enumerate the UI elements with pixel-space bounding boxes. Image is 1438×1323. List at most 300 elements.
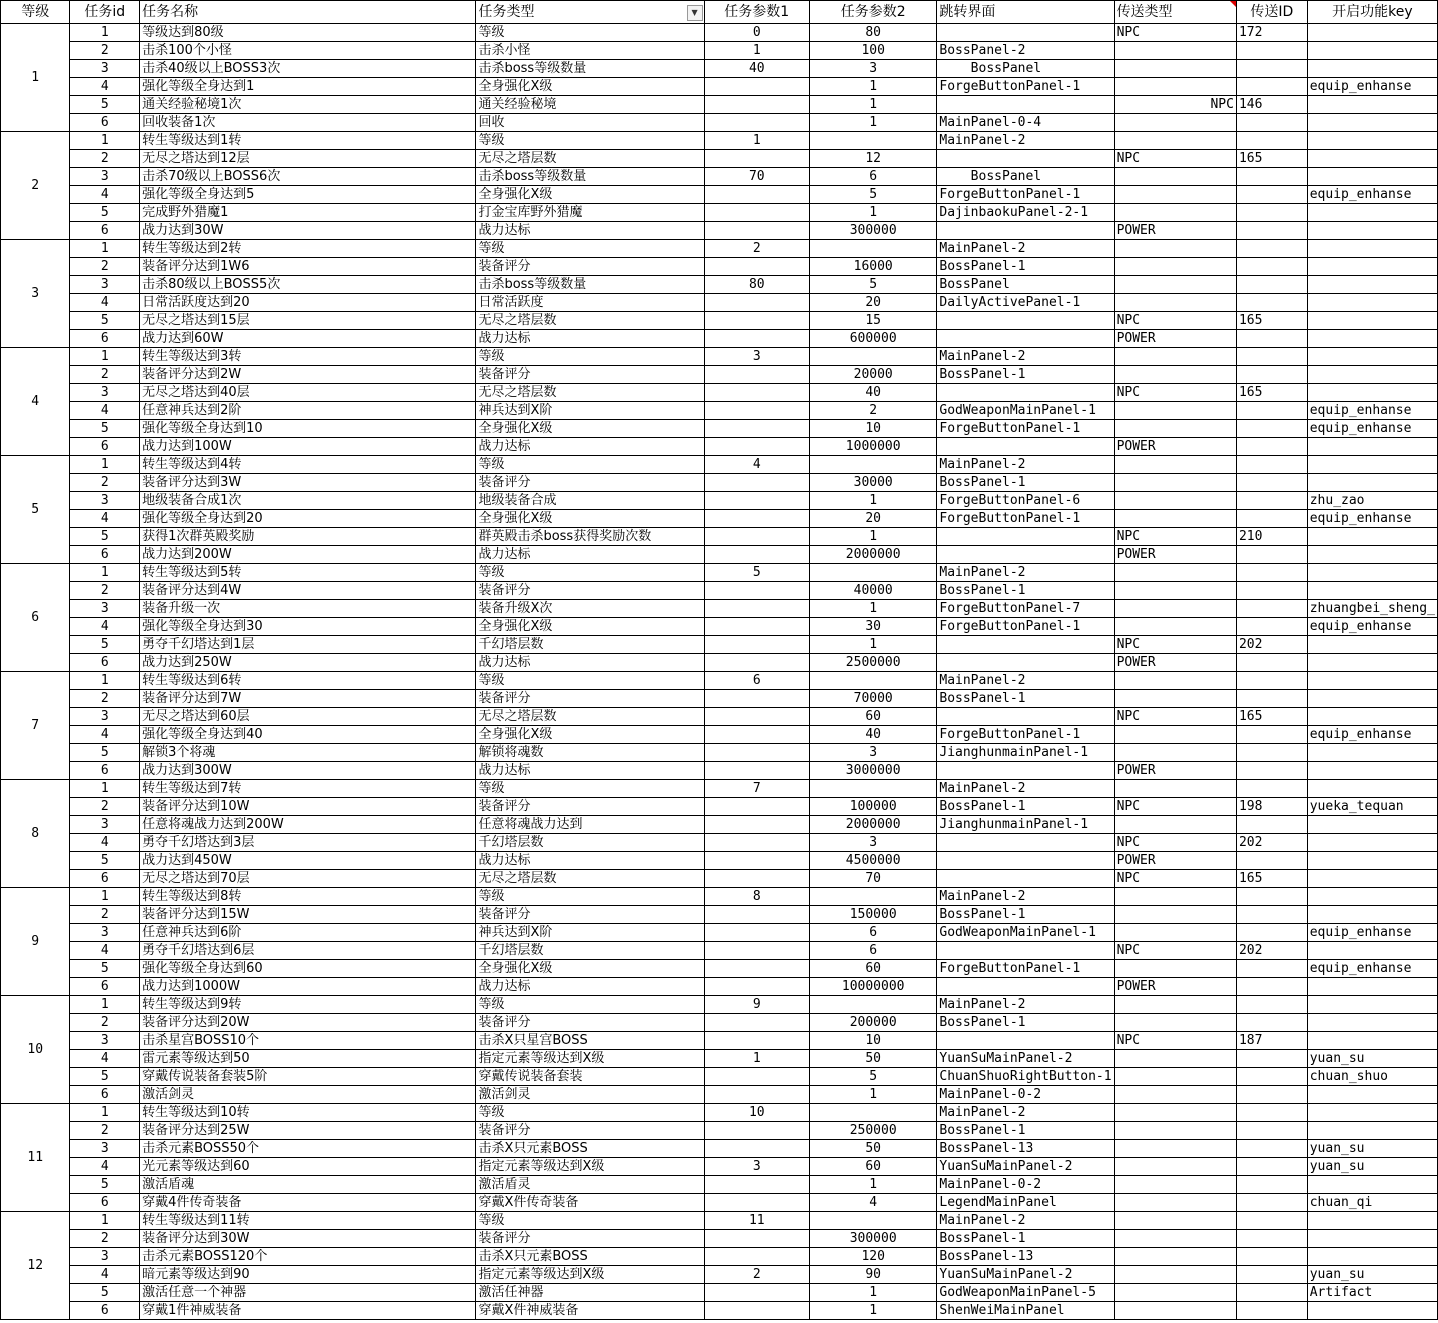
teleport-id-cell[interactable] (1236, 276, 1307, 294)
teleport-type-cell[interactable] (1114, 1068, 1236, 1086)
feature-key-cell[interactable] (1307, 816, 1437, 834)
feature-key-cell[interactable]: yuan_su (1307, 1266, 1437, 1284)
param2-cell[interactable] (810, 996, 937, 1014)
feature-key-cell[interactable] (1307, 456, 1437, 474)
task-name-cell[interactable]: 转生等级达到3转 (140, 348, 476, 366)
param2-cell[interactable]: 12 (810, 150, 937, 168)
task-type-cell[interactable]: 等级 (476, 1212, 704, 1230)
task-name-cell[interactable]: 击杀70级以上BOSS6次 (140, 168, 476, 186)
param1-cell[interactable] (704, 744, 810, 762)
task-type-cell[interactable]: 等级 (476, 564, 704, 582)
param1-cell[interactable] (704, 1140, 810, 1158)
task-type-cell[interactable]: 地级装备合成 (476, 492, 704, 510)
jump-panel-cell[interactable] (937, 636, 1114, 654)
feature-key-cell[interactable] (1307, 150, 1437, 168)
feature-key-cell[interactable]: equip_enhanse (1307, 186, 1437, 204)
feature-key-cell[interactable] (1307, 690, 1437, 708)
header-task-id[interactable]: 任务id (70, 1, 140, 24)
teleport-type-cell[interactable] (1114, 906, 1236, 924)
param1-cell[interactable] (704, 834, 810, 852)
task-name-cell[interactable]: 无尽之塔达到12层 (140, 150, 476, 168)
param2-cell[interactable]: 5 (810, 1068, 937, 1086)
task-type-cell[interactable]: 战力达标 (476, 222, 704, 240)
jump-panel-cell[interactable]: BossPanel-1 (937, 906, 1114, 924)
task-id-cell[interactable]: 5 (70, 96, 140, 114)
task-id-cell[interactable]: 4 (70, 942, 140, 960)
param1-cell[interactable] (704, 528, 810, 546)
task-name-cell[interactable]: 任意神兵达到2阶 (140, 402, 476, 420)
param2-cell[interactable]: 60 (810, 960, 937, 978)
task-id-cell[interactable]: 1 (70, 132, 140, 150)
task-id-cell[interactable]: 1 (70, 348, 140, 366)
teleport-type-cell[interactable]: NPC (1114, 834, 1236, 852)
teleport-type-cell[interactable] (1114, 420, 1236, 438)
task-name-cell[interactable]: 转生等级达到9转 (140, 996, 476, 1014)
feature-key-cell[interactable] (1307, 276, 1437, 294)
jump-panel-cell[interactable]: BossPanel-1 (937, 258, 1114, 276)
teleport-id-cell[interactable] (1236, 438, 1307, 456)
param2-cell[interactable]: 50 (810, 1140, 937, 1158)
task-name-cell[interactable]: 转生等级达到5转 (140, 564, 476, 582)
param2-cell[interactable]: 3 (810, 60, 937, 78)
task-name-cell[interactable]: 激活盾魂 (140, 1176, 476, 1194)
teleport-type-cell[interactable]: POWER (1114, 330, 1236, 348)
jump-panel-cell[interactable] (937, 942, 1114, 960)
teleport-type-cell[interactable] (1114, 1176, 1236, 1194)
level-cell[interactable]: 9 (1, 888, 70, 996)
task-type-cell[interactable]: 全身强化X级 (476, 78, 704, 96)
param1-cell[interactable]: 2 (704, 240, 810, 258)
task-type-cell[interactable]: 打金宝库野外猎魔 (476, 204, 704, 222)
task-id-cell[interactable]: 6 (70, 870, 140, 888)
teleport-type-cell[interactable] (1114, 366, 1236, 384)
task-type-cell[interactable]: 穿戴X件传奇装备 (476, 1194, 704, 1212)
teleport-id-cell[interactable] (1236, 906, 1307, 924)
feature-key-cell[interactable] (1307, 1302, 1437, 1320)
param1-cell[interactable] (704, 690, 810, 708)
header-teleport-type[interactable] (1114, 1, 1236, 24)
teleport-type-cell[interactable] (1114, 690, 1236, 708)
task-type-cell[interactable]: 千幻塔层数 (476, 942, 704, 960)
teleport-id-cell[interactable]: 210 (1236, 528, 1307, 546)
task-type-cell[interactable]: 全身强化X级 (476, 618, 704, 636)
feature-key-cell[interactable] (1307, 132, 1437, 150)
jump-panel-cell[interactable]: DailyActivePanel-1 (937, 294, 1114, 312)
teleport-type-cell[interactable] (1114, 1014, 1236, 1032)
param2-cell[interactable] (810, 1104, 937, 1122)
feature-key-cell[interactable] (1307, 168, 1437, 186)
task-type-cell[interactable]: 击杀X只元素BOSS (476, 1248, 704, 1266)
task-type-cell[interactable]: 全身强化X级 (476, 726, 704, 744)
param2-cell[interactable]: 40000 (810, 582, 937, 600)
param2-cell[interactable]: 1 (810, 114, 937, 132)
jump-panel-cell[interactable]: BossPanel-2 (937, 42, 1114, 60)
feature-key-cell[interactable] (1307, 564, 1437, 582)
task-name-cell[interactable]: 强化等级全身达到30 (140, 618, 476, 636)
teleport-type-cell[interactable] (1114, 402, 1236, 420)
param1-cell[interactable] (704, 1068, 810, 1086)
task-name-cell[interactable]: 战力达到300W (140, 762, 476, 780)
task-name-cell[interactable]: 转生等级达到1转 (140, 132, 476, 150)
feature-key-cell[interactable]: equip_enhanse (1307, 78, 1437, 96)
feature-key-cell[interactable] (1307, 330, 1437, 348)
feature-key-cell[interactable] (1307, 1086, 1437, 1104)
task-type-cell[interactable]: 指定元素等级达到X级 (476, 1266, 704, 1284)
param1-cell[interactable] (704, 150, 810, 168)
task-type-cell[interactable]: 击杀X只星宫BOSS (476, 1032, 704, 1050)
feature-key-cell[interactable] (1307, 582, 1437, 600)
jump-panel-cell[interactable]: MainPanel-2 (937, 888, 1114, 906)
param2-cell[interactable]: 10000000 (810, 978, 937, 996)
task-id-cell[interactable]: 3 (70, 168, 140, 186)
task-id-cell[interactable]: 1 (70, 240, 140, 258)
param1-cell[interactable]: 11 (704, 1212, 810, 1230)
task-id-cell[interactable]: 6 (70, 438, 140, 456)
teleport-id-cell[interactable] (1236, 60, 1307, 78)
param1-cell[interactable] (704, 960, 810, 978)
param2-cell[interactable]: 100000 (810, 798, 937, 816)
param1-cell[interactable] (704, 870, 810, 888)
jump-panel-cell[interactable]: ForgeButtonPanel-1 (937, 420, 1114, 438)
task-id-cell[interactable]: 3 (70, 276, 140, 294)
feature-key-cell[interactable]: equip_enhanse (1307, 420, 1437, 438)
param1-cell[interactable] (704, 618, 810, 636)
param1-cell[interactable] (704, 384, 810, 402)
task-id-cell[interactable]: 4 (70, 186, 140, 204)
task-name-cell[interactable]: 勇夺千幻塔达到1层 (140, 636, 476, 654)
param1-cell[interactable] (704, 312, 810, 330)
param1-cell[interactable] (704, 762, 810, 780)
task-id-cell[interactable]: 4 (70, 618, 140, 636)
teleport-type-cell[interactable] (1114, 1212, 1236, 1230)
param1-cell[interactable] (704, 1176, 810, 1194)
teleport-type-cell[interactable]: NPC (1114, 870, 1236, 888)
feature-key-cell[interactable] (1307, 240, 1437, 258)
jump-panel-cell[interactable]: ForgeButtonPanel-1 (937, 78, 1114, 96)
teleport-type-cell[interactable] (1114, 204, 1236, 222)
jump-panel-cell[interactable] (937, 834, 1114, 852)
jump-panel-cell[interactable]: BossPanel-13 (937, 1140, 1114, 1158)
task-type-cell[interactable]: 指定元素等级达到X级 (476, 1158, 704, 1176)
task-type-cell[interactable]: 击杀小怪 (476, 42, 704, 60)
teleport-id-cell[interactable]: 172 (1236, 24, 1307, 42)
feature-key-cell[interactable] (1307, 942, 1437, 960)
jump-panel-cell[interactable]: MainPanel-2 (937, 348, 1114, 366)
header-param1[interactable]: 任务参数1 (704, 1, 810, 24)
param2-cell[interactable]: 1 (810, 528, 937, 546)
task-type-cell[interactable]: 装备评分 (476, 906, 704, 924)
param1-cell[interactable] (704, 582, 810, 600)
param1-cell[interactable] (704, 1302, 810, 1320)
task-id-cell[interactable]: 5 (70, 1176, 140, 1194)
teleport-id-cell[interactable] (1236, 582, 1307, 600)
feature-key-cell[interactable] (1307, 996, 1437, 1014)
task-type-cell[interactable]: 等级 (476, 456, 704, 474)
task-name-cell[interactable]: 激活剑灵 (140, 1086, 476, 1104)
task-id-cell[interactable]: 6 (70, 546, 140, 564)
jump-panel-cell[interactable]: BossPanel (937, 60, 1114, 78)
param2-cell[interactable]: 40 (810, 726, 937, 744)
teleport-type-cell[interactable] (1114, 168, 1236, 186)
teleport-type-cell[interactable] (1114, 1050, 1236, 1068)
teleport-id-cell[interactable] (1236, 1122, 1307, 1140)
jump-panel-cell[interactable]: MainPanel-0-2 (937, 1086, 1114, 1104)
level-cell[interactable]: 12 (1, 1212, 70, 1320)
param2-cell[interactable] (810, 888, 937, 906)
task-id-cell[interactable]: 2 (70, 1122, 140, 1140)
task-id-cell[interactable]: 3 (70, 816, 140, 834)
teleport-id-cell[interactable] (1236, 186, 1307, 204)
teleport-type-cell[interactable] (1114, 60, 1236, 78)
task-type-cell[interactable]: 日常活跃度 (476, 294, 704, 312)
teleport-id-cell[interactable] (1236, 1230, 1307, 1248)
param1-cell[interactable] (704, 798, 810, 816)
jump-panel-cell[interactable]: MainPanel-2 (937, 1104, 1114, 1122)
teleport-id-cell[interactable] (1236, 474, 1307, 492)
task-name-cell[interactable]: 装备评分达到25W (140, 1122, 476, 1140)
feature-key-cell[interactable] (1307, 780, 1437, 798)
teleport-type-cell[interactable] (1114, 1158, 1236, 1176)
task-name-cell[interactable]: 暗元素等级达到90 (140, 1266, 476, 1284)
task-type-cell[interactable]: 等级 (476, 132, 704, 150)
jump-panel-cell[interactable]: ChuanShuoRightButton-1 (937, 1068, 1114, 1086)
param2-cell[interactable]: 150000 (810, 906, 937, 924)
feature-key-cell[interactable] (1307, 852, 1437, 870)
task-id-cell[interactable]: 2 (70, 42, 140, 60)
task-id-cell[interactable]: 5 (70, 636, 140, 654)
teleport-id-cell[interactable] (1236, 492, 1307, 510)
teleport-id-cell[interactable] (1236, 1302, 1307, 1320)
task-id-cell[interactable]: 4 (70, 1050, 140, 1068)
teleport-type-cell[interactable]: NPC (1114, 384, 1236, 402)
task-name-cell[interactable]: 雷元素等级达到50 (140, 1050, 476, 1068)
teleport-id-cell[interactable] (1236, 654, 1307, 672)
task-name-cell[interactable]: 日常活跃度达到20 (140, 294, 476, 312)
teleport-id-cell[interactable] (1236, 114, 1307, 132)
feature-key-cell[interactable] (1307, 870, 1437, 888)
teleport-type-cell[interactable]: NPC (1114, 708, 1236, 726)
feature-key-cell[interactable] (1307, 24, 1437, 42)
task-id-cell[interactable]: 6 (70, 330, 140, 348)
param2-cell[interactable]: 100 (810, 42, 937, 60)
param1-cell[interactable] (704, 708, 810, 726)
teleport-type-cell[interactable] (1114, 1302, 1236, 1320)
teleport-type-cell[interactable] (1114, 1266, 1236, 1284)
param1-cell[interactable] (704, 1284, 810, 1302)
task-name-cell[interactable]: 无尽之塔达到60层 (140, 708, 476, 726)
param2-cell[interactable] (810, 456, 937, 474)
teleport-type-cell[interactable]: POWER (1114, 222, 1236, 240)
jump-panel-cell[interactable]: ForgeButtonPanel-7 (937, 600, 1114, 618)
task-id-cell[interactable]: 5 (70, 420, 140, 438)
jump-panel-cell[interactable]: MainPanel-0-4 (937, 114, 1114, 132)
task-type-cell[interactable]: 穿戴X件神威装备 (476, 1302, 704, 1320)
feature-key-cell[interactable]: equip_enhanse (1307, 618, 1437, 636)
feature-key-cell[interactable]: equip_enhanse (1307, 510, 1437, 528)
jump-panel-cell[interactable] (937, 24, 1114, 42)
jump-panel-cell[interactable] (937, 150, 1114, 168)
teleport-type-cell[interactable] (1114, 348, 1236, 366)
task-id-cell[interactable]: 1 (70, 996, 140, 1014)
feature-key-cell[interactable]: equip_enhanse (1307, 726, 1437, 744)
param2-cell[interactable]: 20 (810, 294, 937, 312)
param1-cell[interactable]: 40 (704, 60, 810, 78)
teleport-type-cell[interactable] (1114, 888, 1236, 906)
feature-key-cell[interactable] (1307, 528, 1437, 546)
teleport-type-cell[interactable] (1114, 996, 1236, 1014)
teleport-id-cell[interactable] (1236, 204, 1307, 222)
teleport-type-cell[interactable]: POWER (1114, 852, 1236, 870)
param1-cell[interactable] (704, 1014, 810, 1032)
task-name-cell[interactable]: 无尽之塔达到70层 (140, 870, 476, 888)
param2-cell[interactable] (810, 672, 937, 690)
teleport-type-cell[interactable] (1114, 1122, 1236, 1140)
teleport-type-cell[interactable] (1114, 582, 1236, 600)
task-name-cell[interactable]: 战力达到1000W (140, 978, 476, 996)
param1-cell[interactable]: 2 (704, 1266, 810, 1284)
param2-cell[interactable] (810, 1212, 937, 1230)
task-type-cell[interactable]: 无尽之塔层数 (476, 708, 704, 726)
teleport-type-cell[interactable] (1114, 960, 1236, 978)
param1-cell[interactable] (704, 924, 810, 942)
teleport-type-cell[interactable] (1114, 1284, 1236, 1302)
task-id-cell[interactable]: 3 (70, 924, 140, 942)
teleport-id-cell[interactable] (1236, 1068, 1307, 1086)
param2-cell[interactable]: 50 (810, 1050, 937, 1068)
teleport-type-cell[interactable] (1114, 474, 1236, 492)
task-type-cell[interactable]: 激活剑灵 (476, 1086, 704, 1104)
jump-panel-cell[interactable]: YuanSuMainPanel-2 (937, 1266, 1114, 1284)
task-type-cell[interactable]: 神兵达到X阶 (476, 402, 704, 420)
param1-cell[interactable] (704, 1086, 810, 1104)
param2-cell[interactable] (810, 780, 937, 798)
feature-key-cell[interactable] (1307, 1014, 1437, 1032)
teleport-type-cell[interactable] (1114, 564, 1236, 582)
task-type-cell[interactable]: 击杀boss等级数量 (476, 60, 704, 78)
task-id-cell[interactable]: 6 (70, 762, 140, 780)
teleport-id-cell[interactable] (1236, 852, 1307, 870)
param1-cell[interactable] (704, 204, 810, 222)
task-type-cell[interactable]: 战力达标 (476, 978, 704, 996)
teleport-type-cell[interactable] (1114, 42, 1236, 60)
teleport-id-cell[interactable]: 165 (1236, 150, 1307, 168)
task-name-cell[interactable]: 任意神兵达到6阶 (140, 924, 476, 942)
task-id-cell[interactable]: 2 (70, 258, 140, 276)
task-name-cell[interactable]: 强化等级全身达到20 (140, 510, 476, 528)
task-type-cell[interactable]: 等级 (476, 1104, 704, 1122)
task-type-cell[interactable]: 击杀X只元素BOSS (476, 1140, 704, 1158)
jump-panel-cell[interactable]: MainPanel-0-2 (937, 1176, 1114, 1194)
jump-panel-cell[interactable]: YuanSuMainPanel-2 (937, 1158, 1114, 1176)
teleport-id-cell[interactable] (1236, 1014, 1307, 1032)
feature-key-cell[interactable] (1307, 672, 1437, 690)
task-id-cell[interactable]: 3 (70, 600, 140, 618)
teleport-type-cell[interactable] (1114, 816, 1236, 834)
task-name-cell[interactable]: 地级装备合成1次 (140, 492, 476, 510)
task-id-cell[interactable]: 1 (70, 456, 140, 474)
task-type-cell[interactable]: 击杀boss等级数量 (476, 168, 704, 186)
param2-cell[interactable]: 90 (810, 1266, 937, 1284)
param2-cell[interactable] (810, 348, 937, 366)
jump-panel-cell[interactable]: MainPanel-2 (937, 456, 1114, 474)
task-type-cell[interactable]: 通关经验秘境 (476, 96, 704, 114)
feature-key-cell[interactable]: zhu_zao (1307, 492, 1437, 510)
jump-panel-cell[interactable] (937, 546, 1114, 564)
task-id-cell[interactable]: 4 (70, 1158, 140, 1176)
teleport-type-cell[interactable]: NPC (1114, 312, 1236, 330)
level-cell[interactable]: 3 (1, 240, 70, 348)
feature-key-cell[interactable] (1307, 1230, 1437, 1248)
task-id-cell[interactable]: 6 (70, 1194, 140, 1212)
teleport-id-cell[interactable]: 202 (1236, 942, 1307, 960)
teleport-id-cell[interactable]: 187 (1236, 1032, 1307, 1050)
task-id-cell[interactable]: 1 (70, 672, 140, 690)
param1-cell[interactable]: 0 (704, 24, 810, 42)
task-name-cell[interactable]: 完成野外猎魔1 (140, 204, 476, 222)
task-id-cell[interactable]: 2 (70, 366, 140, 384)
param1-cell[interactable] (704, 942, 810, 960)
task-name-cell[interactable]: 回收装备1次 (140, 114, 476, 132)
param2-cell[interactable]: 3 (810, 834, 937, 852)
task-type-cell[interactable]: 战力达标 (476, 546, 704, 564)
jump-panel-cell[interactable]: MainPanel-2 (937, 780, 1114, 798)
task-id-cell[interactable]: 1 (70, 888, 140, 906)
feature-key-cell[interactable] (1307, 1104, 1437, 1122)
task-id-cell[interactable]: 5 (70, 1068, 140, 1086)
task-name-cell[interactable]: 击杀元素BOSS50个 (140, 1140, 476, 1158)
teleport-type-cell[interactable]: POWER (1114, 546, 1236, 564)
teleport-type-cell[interactable] (1114, 1104, 1236, 1122)
feature-key-cell[interactable]: yuan_su (1307, 1158, 1437, 1176)
task-id-cell[interactable]: 5 (70, 852, 140, 870)
feature-key-cell[interactable] (1307, 366, 1437, 384)
param1-cell[interactable] (704, 510, 810, 528)
param2-cell[interactable]: 2000000 (810, 816, 937, 834)
param2-cell[interactable]: 1 (810, 636, 937, 654)
level-cell[interactable]: 10 (1, 996, 70, 1104)
task-type-cell[interactable]: 等级 (476, 348, 704, 366)
param1-cell[interactable]: 5 (704, 564, 810, 582)
param2-cell[interactable]: 10 (810, 420, 937, 438)
task-type-cell[interactable]: 无尽之塔层数 (476, 150, 704, 168)
task-id-cell[interactable]: 6 (70, 1086, 140, 1104)
feature-key-cell[interactable] (1307, 348, 1437, 366)
teleport-id-cell[interactable] (1236, 978, 1307, 996)
feature-key-cell[interactable] (1307, 258, 1437, 276)
task-id-cell[interactable]: 5 (70, 528, 140, 546)
param1-cell[interactable] (704, 186, 810, 204)
task-name-cell[interactable]: 光元素等级达到60 (140, 1158, 476, 1176)
feature-key-cell[interactable] (1307, 546, 1437, 564)
param1-cell[interactable] (704, 600, 810, 618)
jump-panel-cell[interactable] (937, 384, 1114, 402)
teleport-id-cell[interactable] (1236, 1140, 1307, 1158)
param2-cell[interactable]: 2000000 (810, 546, 937, 564)
jump-panel-cell[interactable]: BossPanel-1 (937, 690, 1114, 708)
task-name-cell[interactable]: 装备升级一次 (140, 600, 476, 618)
teleport-id-cell[interactable] (1236, 1104, 1307, 1122)
task-type-cell[interactable]: 装备评分 (476, 690, 704, 708)
param2-cell[interactable]: 40 (810, 384, 937, 402)
task-name-cell[interactable]: 强化等级全身达到40 (140, 726, 476, 744)
param2-cell[interactable]: 70000 (810, 690, 937, 708)
task-id-cell[interactable]: 5 (70, 744, 140, 762)
jump-panel-cell[interactable]: BossPanel-1 (937, 582, 1114, 600)
feature-key-cell[interactable] (1307, 654, 1437, 672)
task-id-cell[interactable]: 2 (70, 150, 140, 168)
teleport-type-cell[interactable]: NPC (1114, 24, 1236, 42)
feature-key-cell[interactable] (1307, 438, 1437, 456)
